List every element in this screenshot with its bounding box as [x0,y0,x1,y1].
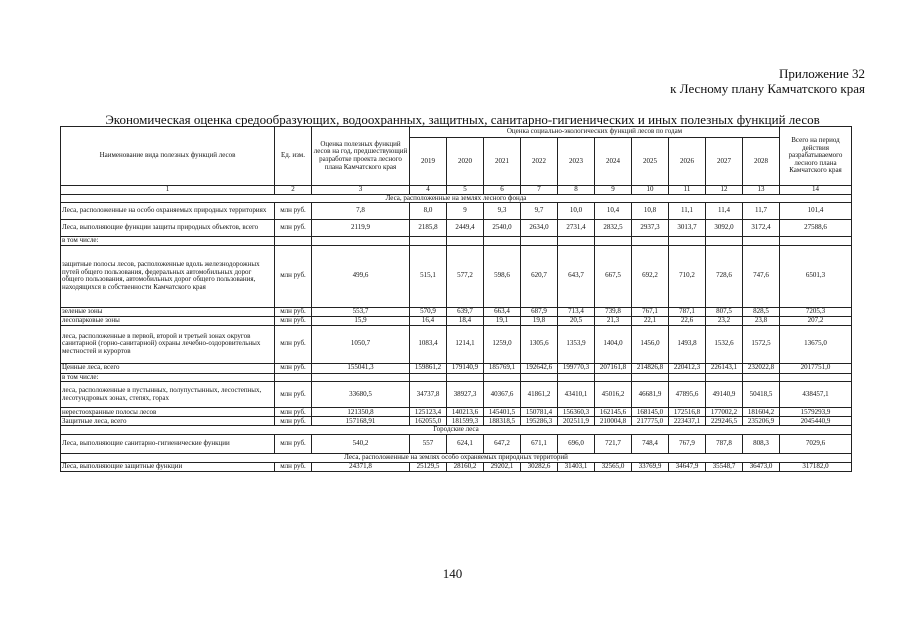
appendix-sub-label: к Лесному плану Камчатского края [670,81,865,96]
table-row [61,417,852,426]
row-name: леса, расположенные в пустынных, полупустынных, лесостепных, лесотундровых зонах, степях, горах [61,382,275,408]
header-year: 2025 [632,138,669,186]
cell: 828,5 [743,307,780,316]
header-year: 2019 [410,138,447,186]
column-number: 4 [410,186,447,195]
header-years-group: Оценка социально-экологических функций лесов по годам [410,127,780,138]
column-number: 13 [743,186,780,195]
column-number: 10 [632,186,669,195]
page-number: 140 [442,566,463,581]
row-name: в том числе: [61,237,275,246]
cell: 1083,4 [410,325,447,363]
cell: 2449,4 [447,220,484,237]
cell: 8,0 [410,203,447,220]
cell: 162145,6 [595,408,632,417]
cell: 43410,1 [558,382,595,408]
header-year: 2028 [743,138,780,186]
cell: 235206,9 [743,417,780,426]
cell: 162055,0 [410,417,447,426]
cell: 210004,8 [595,417,632,426]
cell: 195286,3 [521,417,558,426]
cell: 217775,0 [632,417,669,426]
cell: 577,2 [447,245,484,307]
document-title: Экономическая оценка средообразующих, водоохранных, защитных, санитарно-гигиенических и иных полезных функций лесов [105,112,820,127]
header-year: 2024 [595,138,632,186]
header-name: Наименование вида полезных функций лесов [61,127,275,186]
cell: 168145,0 [632,408,669,417]
row-name: нерестоохранные полосы лесов [61,408,275,417]
cell: 692,2 [632,245,669,307]
cell: 2045440,9 [780,417,852,426]
cell: 1572,5 [743,325,780,363]
cell: 515,1 [410,245,447,307]
table-row [61,237,852,246]
cell: 1353,9 [558,325,595,363]
cell: 214826,8 [632,363,669,373]
cell: 23,2 [706,316,743,325]
cell: 21,3 [595,316,632,325]
cell: 140213,6 [447,408,484,417]
column-number: 6 [484,186,521,195]
row-unit: млн руб. [275,417,312,426]
cell: 50418,5 [743,382,780,408]
section-heading: Леса, расположенные на землях особо охраняемых природных территорий [61,453,852,462]
cell: 9,3 [484,203,521,220]
cell: 11,7 [743,203,780,220]
cell: 22,1 [632,316,669,325]
table-row [61,434,852,453]
column-number: 7 [521,186,558,195]
cell: 19,8 [521,316,558,325]
cell: 207,2 [780,316,852,325]
cell: 16,4 [410,316,447,325]
cell: 3092,0 [706,220,743,237]
cell: 223437,1 [669,417,706,426]
cell: 101,4 [780,203,852,220]
cell: 1532,6 [706,325,743,363]
cell: 2017751,0 [780,363,852,373]
cell: 150781,4 [521,408,558,417]
row-name: Леса, выполняющие защитные функции [61,462,275,471]
cell: 667,5 [595,245,632,307]
cell: 540,2 [312,434,410,453]
cell: 317182,0 [780,462,852,471]
cell: 30282,6 [521,462,558,471]
cell: 747,6 [743,245,780,307]
cell: 159861,2 [410,363,447,373]
cell: 185769,1 [484,363,521,373]
cell: 7,8 [312,203,410,220]
cell: 23,8 [743,316,780,325]
cell: 570,9 [410,307,447,316]
cell: 177002,2 [706,408,743,417]
cell: 192642,6 [521,363,558,373]
table-row [61,462,852,471]
column-number: 14 [780,186,852,195]
cell: 33769,9 [632,462,669,471]
cell: 499,6 [312,245,410,307]
cell: 557 [410,434,447,453]
cell: 145401,5 [484,408,521,417]
cell: 663,4 [484,307,521,316]
cell: 22,6 [669,316,706,325]
cell: 220412,3 [669,363,706,373]
cell: 787,8 [706,434,743,453]
row-name: леса, расположенные в первой, второй и третьей зонах округов санитарной (горно-санитарной) охраны лечебно-оздоровительных местностей и курортов [61,325,275,363]
cell: 3013,7 [669,220,706,237]
cell: 728,6 [706,245,743,307]
table-row [61,408,852,417]
cell: 125123,4 [410,408,447,417]
cell: 1493,8 [669,325,706,363]
cell: 2540,0 [484,220,521,237]
cell: 157168,91 [312,417,410,426]
section-heading: Леса, расположенные на землях лесного фонда [61,194,852,203]
table-row [61,316,852,325]
header-year: 2022 [521,138,558,186]
cell: 721,7 [595,434,632,453]
column-number: 9 [595,186,632,195]
cell: 10,0 [558,203,595,220]
row-unit: млн руб. [275,325,312,363]
cell: 1305,6 [521,325,558,363]
cell: 438457,1 [780,382,852,408]
cell: 24371,8 [312,462,410,471]
cell: 32565,0 [595,462,632,471]
column-number: 3 [312,186,410,195]
cell: 226143,1 [706,363,743,373]
cell: 2832,5 [595,220,632,237]
cell: 229246,5 [706,417,743,426]
cell: 49140,9 [706,382,743,408]
header-unit: Ед. изм. [275,127,312,186]
cell: 172516,8 [669,408,706,417]
cell: 45016,2 [595,382,632,408]
table-row [61,245,852,307]
column-number: 2 [275,186,312,195]
cell: 156360,3 [558,408,595,417]
cell: 647,2 [484,434,521,453]
cell: 40367,6 [484,382,521,408]
cell: 199770,3 [558,363,595,373]
cell: 1050,7 [312,325,410,363]
cell: 33680,5 [312,382,410,408]
cell: 748,4 [632,434,669,453]
cell: 808,3 [743,434,780,453]
column-number: 8 [558,186,595,195]
section-heading: Городские леса [61,426,852,435]
cell: 553,7 [312,307,410,316]
cell: 696,0 [558,434,595,453]
cell: 36473,0 [743,462,780,471]
cell: 1259,0 [484,325,521,363]
cell: 807,5 [706,307,743,316]
cell: 11,1 [669,203,706,220]
cell: 19,1 [484,316,521,325]
table-row [61,307,852,316]
cell: 10,8 [632,203,669,220]
cell: 15,9 [312,316,410,325]
cell: 739,8 [595,307,632,316]
cell: 1456,0 [632,325,669,363]
cell: 34737,8 [410,382,447,408]
cell: 10,4 [595,203,632,220]
header-year: 2026 [669,138,706,186]
cell: 2731,4 [558,220,595,237]
cell: 1404,0 [595,325,632,363]
cell: 3172,4 [743,220,780,237]
appendix-label: Приложение 32 [778,66,865,81]
cell: 155041,3 [312,363,410,373]
row-name: Ценные леса, всего [61,363,275,373]
cell: 2634,0 [521,220,558,237]
row-unit: млн руб. [275,408,312,417]
cell: 202511,9 [558,417,595,426]
table-row [61,382,852,408]
column-number: 1 [61,186,275,195]
cell: 34647,9 [669,462,706,471]
row-name: Леса, выполняющие санитарно-гигиенические функции [61,434,275,453]
cell: 46681,9 [632,382,669,408]
cell: 2937,3 [632,220,669,237]
cell: 20,5 [558,316,595,325]
cell: 9 [447,203,484,220]
row-unit: млн руб. [275,462,312,471]
row-unit: млн руб. [275,307,312,316]
cell: 7029,6 [780,434,852,453]
row-name: Леса, выполняющие функции защиты природных объектов, всего [61,220,275,237]
cell: 28160,2 [447,462,484,471]
row-unit: млн руб. [275,203,312,220]
cell: 35548,7 [706,462,743,471]
cell: 671,1 [521,434,558,453]
cell: 710,2 [669,245,706,307]
cell: 38927,3 [447,382,484,408]
cell: 47895,6 [669,382,706,408]
cell: 188318,5 [484,417,521,426]
cell: 31403,1 [558,462,595,471]
cell: 687,9 [521,307,558,316]
row-name: в том числе: [61,373,275,382]
cell: 181599,3 [447,417,484,426]
cell: 18,4 [447,316,484,325]
table-row [61,203,852,220]
cell: 643,7 [558,245,595,307]
cell: 25129,5 [410,462,447,471]
column-number: 5 [447,186,484,195]
cell: 2119,9 [312,220,410,237]
table-row [61,325,852,363]
header-year: 2020 [447,138,484,186]
cell: 232022,8 [743,363,780,373]
cell: 6501,3 [780,245,852,307]
table-row [61,220,852,237]
cell: 7205,3 [780,307,852,316]
cell: 13675,0 [780,325,852,363]
row-name: Леса, расположенные на особо охраняемых природных территориях [61,203,275,220]
column-number: 11 [669,186,706,195]
row-name: лесопарковые зоны [61,316,275,325]
cell: 1579293,9 [780,408,852,417]
header-year: 2021 [484,138,521,186]
forest-functions-table [60,126,852,472]
row-name: Защитные леса, всего [61,417,275,426]
cell: 9,7 [521,203,558,220]
column-number: 12 [706,186,743,195]
table-row [61,373,852,382]
cell: 181604,2 [743,408,780,417]
cell: 207161,8 [595,363,632,373]
cell: 179140,9 [447,363,484,373]
row-unit: млн руб. [275,382,312,408]
header-total: Всего на период действия разрабатываемого лесного плана Камчатского края [780,127,852,186]
row-unit: млн руб. [275,363,312,373]
cell: 11,4 [706,203,743,220]
cell: 598,6 [484,245,521,307]
row-name: защитные полосы лесов, расположенные вдоль железнодорожных путей общего пользования, федеральных автомобильных дорог общего пользования, автомобильных дорог общего пользования, находящихся в собственности Камчатского края [61,245,275,307]
row-unit: млн руб. [275,220,312,237]
cell: 2185,8 [410,220,447,237]
cell: 121350,8 [312,408,410,417]
cell: 41861,2 [521,382,558,408]
row-name: зеленые зоны [61,307,275,316]
cell: 620,7 [521,245,558,307]
header-prev-year: Оценка полезных функций лесов на год, предшествующий разработке проекта лесного плана Камчатского края [312,127,410,186]
cell: 767,1 [632,307,669,316]
row-unit: млн руб. [275,434,312,453]
cell: 639,7 [447,307,484,316]
cell: 624,1 [447,434,484,453]
row-unit: млн руб. [275,316,312,325]
cell: 1214,1 [447,325,484,363]
cell: 787,1 [669,307,706,316]
table-row [61,363,852,373]
cell: 29202,1 [484,462,521,471]
cell: 713,4 [558,307,595,316]
header-year: 2027 [706,138,743,186]
cell: 27588,6 [780,220,852,237]
cell: 767,9 [669,434,706,453]
header-year: 2023 [558,138,595,186]
row-unit: млн руб. [275,245,312,307]
